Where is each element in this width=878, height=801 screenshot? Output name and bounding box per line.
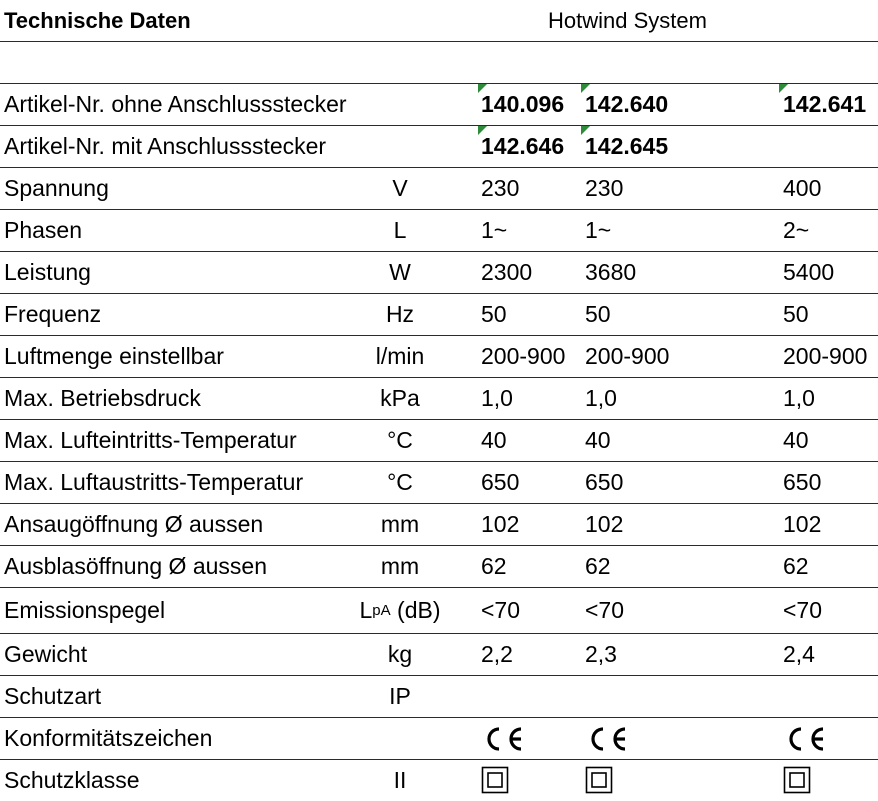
spec-row-gewicht	[0, 634, 878, 676]
unit-main: L	[359, 597, 373, 623]
row-unit	[343, 588, 457, 633]
table-title: Technische Daten	[4, 7, 191, 33]
spec-row-ausblasoeffnung	[0, 546, 878, 588]
row-value: 2,2	[481, 641, 513, 667]
row-value: 650	[783, 469, 822, 495]
row-value: 3680	[585, 259, 637, 285]
row-value: 50	[585, 301, 611, 327]
row-value: 200-900	[481, 343, 566, 369]
row-value: 200-900	[585, 343, 670, 369]
row-value: 50	[481, 301, 507, 327]
article-row-without-plug	[0, 84, 878, 126]
ce-mark-icon	[585, 718, 631, 759]
row-unit: V	[392, 175, 408, 201]
row-label: Leistung	[4, 259, 91, 285]
spec-row-schutzart	[0, 676, 878, 718]
row-value: 40	[585, 427, 611, 453]
article-number: 142.646	[481, 133, 565, 159]
spacer-row	[0, 42, 878, 84]
row-unit: IP	[389, 683, 411, 709]
header-row	[0, 0, 878, 42]
row-label: Ausblasöffnung Ø aussen	[4, 553, 267, 579]
row-value: 62	[585, 553, 611, 579]
row-value: 40	[783, 427, 809, 453]
row-value: 102	[585, 511, 624, 537]
row-value: 50	[783, 301, 809, 327]
system-name: Hotwind System	[548, 7, 707, 33]
row-label: Artikel-Nr. ohne Anschlussstecker	[4, 91, 347, 117]
row-value: 1,0	[783, 385, 815, 411]
row-value: 2~	[783, 217, 810, 243]
row-unit: L	[393, 217, 407, 243]
spec-row-ansaugoeffnung	[0, 504, 878, 546]
spec-row-luftaustritt	[0, 462, 878, 504]
row-unit: °C	[387, 469, 413, 495]
row-value: 1,0	[585, 385, 617, 411]
row-unit: °C	[387, 427, 413, 453]
spec-row-emissionspegel	[0, 588, 878, 634]
row-value: 230	[481, 175, 520, 201]
article-row-with-plug	[0, 126, 878, 168]
row-value: 2,4	[783, 641, 815, 667]
row-value: 1~	[481, 217, 508, 243]
row-unit: W	[389, 259, 411, 285]
row-value: 650	[481, 469, 520, 495]
row-label: Max. Lufteintritts-Temperatur	[4, 427, 297, 453]
spec-row-konformitaet	[0, 718, 878, 760]
spec-row-schutzklasse	[0, 760, 878, 800]
row-value: 40	[481, 427, 507, 453]
row-label: Spannung	[4, 175, 109, 201]
protection-class-ii-icon	[481, 760, 509, 800]
row-value: <70	[783, 597, 823, 623]
protection-class-ii-icon	[585, 760, 613, 800]
row-value: 62	[783, 553, 809, 579]
row-value: 400	[783, 175, 822, 201]
spec-row-frequenz	[0, 294, 878, 336]
unit-subscript: pA	[372, 602, 391, 619]
row-label: Ansaugöffnung Ø aussen	[4, 511, 264, 537]
row-value: <70	[481, 597, 521, 623]
article-number: 142.641	[783, 91, 867, 117]
row-value: 102	[783, 511, 822, 537]
row-value: 650	[585, 469, 624, 495]
spec-row-spannung	[0, 168, 878, 210]
row-value: 230	[585, 175, 624, 201]
row-value: 1,0	[481, 385, 513, 411]
row-label: Artikel-Nr. mit Anschlussstecker	[4, 133, 327, 159]
row-unit: II	[393, 766, 407, 793]
row-label: Max. Betriebsdruck	[4, 385, 201, 411]
row-unit: Hz	[385, 301, 415, 327]
spec-row-betriebsdruck	[0, 378, 878, 420]
row-label: Luftmenge einstellbar	[4, 343, 224, 369]
row-label: Phasen	[4, 217, 83, 243]
spec-row-lufteintritt	[0, 420, 878, 462]
spec-row-phasen	[0, 210, 878, 252]
spec-row-leistung	[0, 252, 878, 294]
article-number: 140.096	[481, 91, 565, 117]
row-value: 5400	[783, 259, 835, 285]
row-label: Konformitätszeichen	[4, 725, 213, 751]
article-number: 142.645	[585, 133, 669, 159]
row-unit: kg	[387, 641, 413, 667]
row-value: 62	[481, 553, 507, 579]
row-label: Schutzklasse	[4, 766, 140, 793]
row-value: <70	[585, 597, 625, 623]
row-value: 2,3	[585, 641, 617, 667]
row-label: Gewicht	[4, 641, 88, 667]
row-unit: mm	[380, 553, 420, 579]
ce-mark-icon	[481, 718, 527, 759]
protection-class-ii-icon	[783, 760, 811, 800]
row-label: Emissionspegel	[4, 597, 166, 623]
row-label: Schutzart	[4, 683, 102, 709]
row-value: 1~	[585, 217, 612, 243]
ce-mark-icon	[783, 718, 829, 759]
row-value: 2300	[481, 259, 533, 285]
row-unit: l/min	[375, 343, 425, 369]
row-label: Max. Luftaustritts-Temperatur	[4, 469, 304, 495]
row-unit: kPa	[380, 385, 420, 411]
spec-row-luftmenge	[0, 336, 878, 378]
row-unit: mm	[380, 511, 420, 537]
row-value: 200-900	[783, 343, 868, 369]
row-value: 102	[481, 511, 520, 537]
unit-suffix: (dB)	[390, 597, 441, 623]
article-number: 142.640	[585, 91, 669, 117]
row-label: Frequenz	[4, 301, 102, 327]
